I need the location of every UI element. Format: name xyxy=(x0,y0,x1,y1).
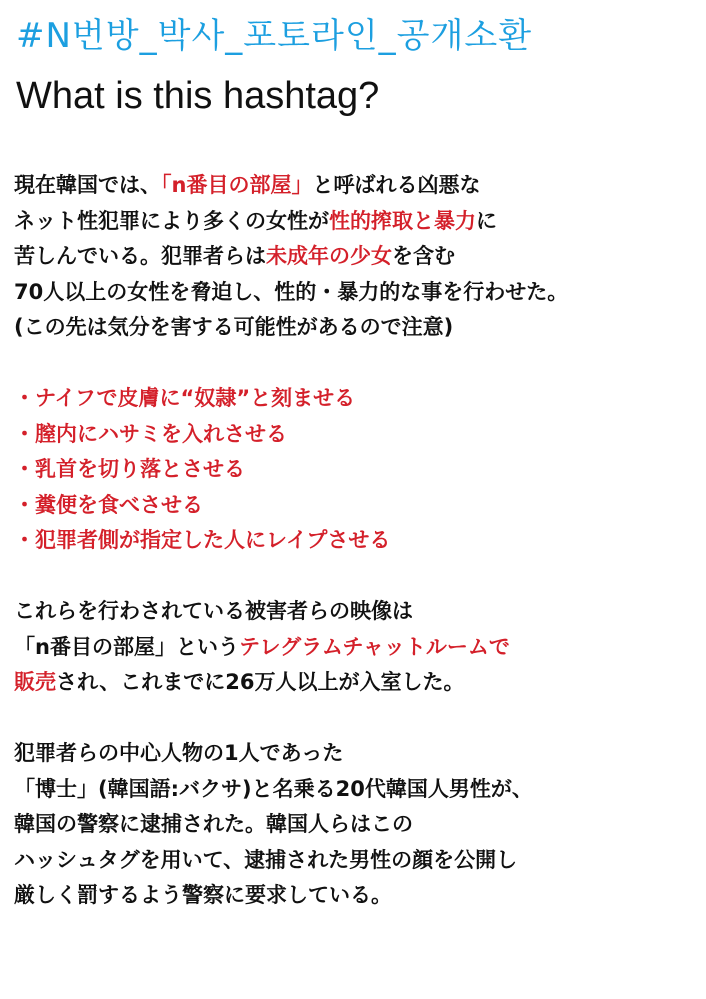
list-item: ・乳首を切り落とさせる xyxy=(14,457,245,481)
text-segment: され、これまでに26万人以上が入室した。 xyxy=(56,670,465,694)
text-line xyxy=(14,275,694,311)
paragraph-intro xyxy=(14,168,694,346)
text-line xyxy=(14,665,694,701)
text-segment: を含む xyxy=(392,244,455,268)
text-segment: 現在韓国では、 xyxy=(14,173,161,197)
text-segment: ネット性犯罪により多くの女性が xyxy=(14,208,329,233)
paragraph-distribution xyxy=(14,594,694,701)
text-segment: 70人以上の女性を脅迫し、性的・暴力的な事を行わせた。 xyxy=(14,279,569,304)
text-segment: に xyxy=(476,208,497,233)
bullet-list xyxy=(14,381,694,559)
hashtag-title[interactable]: #N번방_박사_포토라인_공개소환 xyxy=(16,16,533,56)
list-item: ・糞便を食べさせる xyxy=(14,492,203,517)
text-line xyxy=(14,630,694,666)
highlighted-segment: 「n番目の部屋」 xyxy=(161,173,313,197)
text-segment: ハッシュタグを用いて、逮捕された男性の顔を公開し xyxy=(14,847,518,872)
text-segment: 厳しく罰するよう警察に要求している。 xyxy=(14,883,392,907)
text-line xyxy=(14,843,694,879)
highlighted-segment: 性的搾取と暴力 xyxy=(329,208,476,233)
text-segment: 犯罪者らの中心人物の1人であった xyxy=(14,741,344,765)
text-line xyxy=(14,878,694,914)
list-item: ・犯罪者側が指定した人にレイプさせる xyxy=(14,528,391,552)
text-segment: 苦しんでいる。犯罪者らは xyxy=(14,244,266,268)
text-line xyxy=(14,772,694,808)
highlighted-segment: テレグラムチャットルームで xyxy=(238,634,510,659)
text-segment: と呼ばれる凶悪な xyxy=(312,173,481,197)
page-subtitle: What is this hashtag? xyxy=(16,75,380,117)
paragraph-arrest xyxy=(14,736,694,914)
text-line xyxy=(14,594,694,630)
article-body xyxy=(14,168,694,914)
text-line xyxy=(14,168,694,204)
list-item: ・ナイフで皮膚に“奴隷”と刻ませる xyxy=(14,386,356,410)
warning-note: (この先は気分を害する可能性があるので注意) xyxy=(14,315,454,339)
text-line xyxy=(14,204,694,240)
paragraph-spacer xyxy=(14,701,694,737)
list-item: ・膣内にハサミを入れさせる xyxy=(14,421,287,446)
text-line xyxy=(14,239,694,275)
text-line xyxy=(14,807,694,843)
text-segment: 「n番目の部屋」という xyxy=(14,634,239,659)
text-segment: これらを行わされている被害者らの映像は xyxy=(14,599,413,623)
text-line xyxy=(14,736,694,772)
highlighted-segment: 未成年の少女 xyxy=(266,244,392,268)
text-line xyxy=(14,310,694,346)
highlighted-segment: 販売 xyxy=(14,670,56,694)
text-segment: 韓国の警察に逮捕された。韓国人らはこの xyxy=(14,812,413,836)
paragraph-spacer xyxy=(14,346,694,382)
text-segment: 「博士」(韓国語:バクサ)と名乗る20代韓国人男性が、 xyxy=(14,776,533,801)
paragraph-spacer xyxy=(14,559,694,595)
